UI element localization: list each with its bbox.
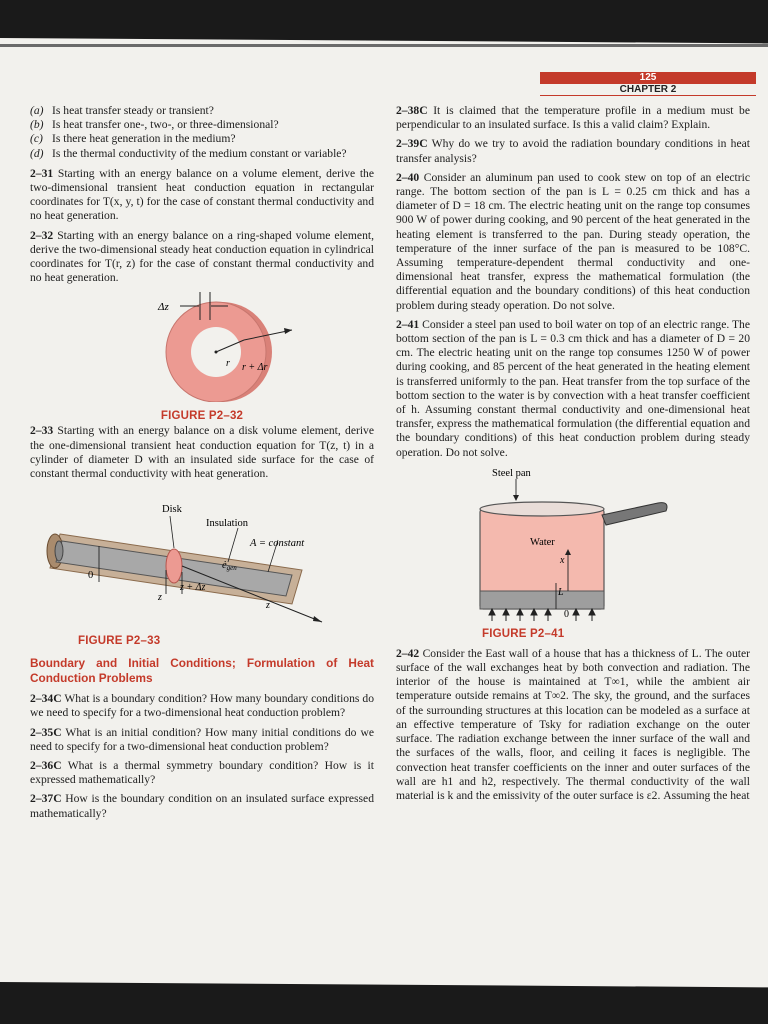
insulation-label: Insulation xyxy=(206,518,248,530)
problem-2-33: 2–33 Starting with an energy balance on a disk volume element, derive the one-dimensional transient heat conduction equation for T(z, t) in a cylinder of diameter D with an insulated side surface for the case of constant thermal conductivity with heat generation. xyxy=(30,424,374,481)
problem-2-42: 2–42 Consider the East wall of a house that has a thickness of L. The outer surface of the wall exchanges heat by both convection and radiation. The interior of the house is maintained at T∞1, while the ambient air temperature outside remains at T∞2. The sky, the ground, and the surfaces of the surrounding structures at this location can be modeled as a surface at an effective temperature of Tsky for radiation exchange on the outer surface. The radiation exchange between the inner surface of the wall and the surfaces of the walls, floor, and ceiling it faces is negligible. The convection heat transfer coefficients on the inner and outer surfaces of the wall are h1 and h2, respectively. The thermal conductivity of the wall material is k and the emissivity of the outer surface is ε2. Assuming the heat xyxy=(396,646,750,802)
page-top-edge xyxy=(0,44,768,47)
running-header xyxy=(540,72,756,96)
problem-2-34c: 2–34C What is a boundary condition? How many boundary conditions do we need to specify for a two-dimensional heat conduction problem? xyxy=(30,692,374,720)
figure-p2-33 xyxy=(30,486,374,646)
problem-2-31: 2–31 Starting with an energy balance on a volume element, derive the two-dimensional transient heat conduction equation in rectangular coordinates for T(x, y, t) for the case of constant thermal conductivity and no heat generation. xyxy=(30,166,374,223)
disk-element xyxy=(166,549,182,583)
problem-2-36c: 2–36C What is a thermal symmetry boundary condition? How is it expressed mathematically? xyxy=(30,759,374,787)
egen-label: ėgen xyxy=(222,560,237,573)
r-label: r xyxy=(226,358,230,370)
question-item: (c) Is there heat generation in the medium? xyxy=(30,132,236,146)
problem-2-40: 2–40 Consider an aluminum pan used to cook stew on top of an electric range. The bottom section of the pan is L = 0.25 cm thick and has a diameter of D = 18 cm. The electric heating unit on the range top consumes 900 W of power during cooking, and 90 percent of the heat generated in the heating element is transferred to the pan. During steady operation, the temperature of the inner surface of the pan is measured to be 108°C. Assuming temperature-dependent thermal conductivity and one-dimensional heat transfer, express the mathematical formulation (the differential equation and the boundary conditions) of this heat conduction problem during steady operation. Do not solve. xyxy=(396,170,750,312)
figure-caption: FIGURE P2–33 xyxy=(78,635,161,648)
z-axis-label: z xyxy=(266,600,270,612)
steel-pan-label: Steel pan xyxy=(492,467,531,479)
problem-2-32: 2–32 Starting with an energy balance on a ring-shaped volume element, derive the two-dimensional steady heat conduction equation in cylindrical coordinates for T(r, z) for the case of constant thermal conductivity and no heat generation. xyxy=(30,228,374,285)
r-dr-label: r + Δr xyxy=(242,362,268,374)
origin-label: 0 xyxy=(88,570,94,582)
question-item: (d) Is the thermal conductivity of the medium constant or variable? xyxy=(30,146,347,160)
question-item: (b) Is heat transfer one-, two-, or three-dimensional? xyxy=(30,118,279,132)
question-item: (a) Is heat transfer steady or transient? xyxy=(30,104,214,117)
water-label: Water xyxy=(530,536,555,548)
cylinder-disk-diagram xyxy=(30,486,374,628)
problem-2-41: 2–41 Consider a steel pan used to boil water on top of an electric range. The bottom section of the pan is L = 0.3 cm thick and has a diameter of D = 20 cm. The electric heating unit on the range top consumes 1250 W of power during cooking, and 85 percent of the heat generated in the heating element is transferred uniformly to the pan. Heat transfer from the top surface of the bottom section to the water is by convection with a heat transfer coefficient of h. Assuming constant thermal conductivity and one-dimensional heat transfer, express the mathematical formulation (the differential equation and the boundary conditions) of this heat conduction problem during steady operation. Do not solve. xyxy=(396,317,750,459)
question-list xyxy=(30,104,374,161)
z-label: z xyxy=(158,592,162,604)
page-number: 125 xyxy=(540,72,756,84)
disk-label: Disk xyxy=(162,504,182,516)
z-dz-label: z + Δz xyxy=(180,582,206,594)
problem-2-37c: 2–37C How is the boundary condition on an insulated surface expressed mathematically? xyxy=(30,792,374,820)
heat-arrows xyxy=(489,609,595,621)
steel-pan-diagram xyxy=(396,465,750,621)
figure-p2-32 xyxy=(30,290,374,422)
ring-element-diagram xyxy=(30,290,374,402)
area-label: A = constant xyxy=(250,538,305,550)
figure-caption: FIGURE P2–41 xyxy=(482,628,565,641)
pan-bottom xyxy=(480,591,604,609)
left-column xyxy=(30,104,374,826)
dz-label: Δz xyxy=(158,301,169,314)
figure-caption: FIGURE P2–32 xyxy=(160,409,244,422)
problem-2-35c: 2–35C What is an initial condition? How many initial conditions do we need to specify for a two-dimensional heat conduction problem? xyxy=(30,725,374,753)
figure-p2-41 xyxy=(396,465,750,641)
pan-rim xyxy=(480,502,604,516)
section-heading: Boundary and Initial Conditions; Formulation of Heat Conduction Problems xyxy=(30,656,374,686)
right-column xyxy=(396,104,750,808)
origin-label: 0 xyxy=(564,608,569,620)
thickness-label: L xyxy=(558,586,564,598)
problem-2-38c: 2–38C It is claimed that the temperature profile in a medium must be perpendicular to an insulated surface. Is this a valid claim? Explain. xyxy=(396,104,750,132)
problem-2-39c: 2–39C Why do we try to avoid the radiation boundary conditions in heat transfer analysis? xyxy=(396,137,750,165)
pan-handle xyxy=(602,503,667,525)
chapter-label: CHAPTER 2 xyxy=(540,84,756,96)
x-axis-label: x xyxy=(560,554,565,566)
